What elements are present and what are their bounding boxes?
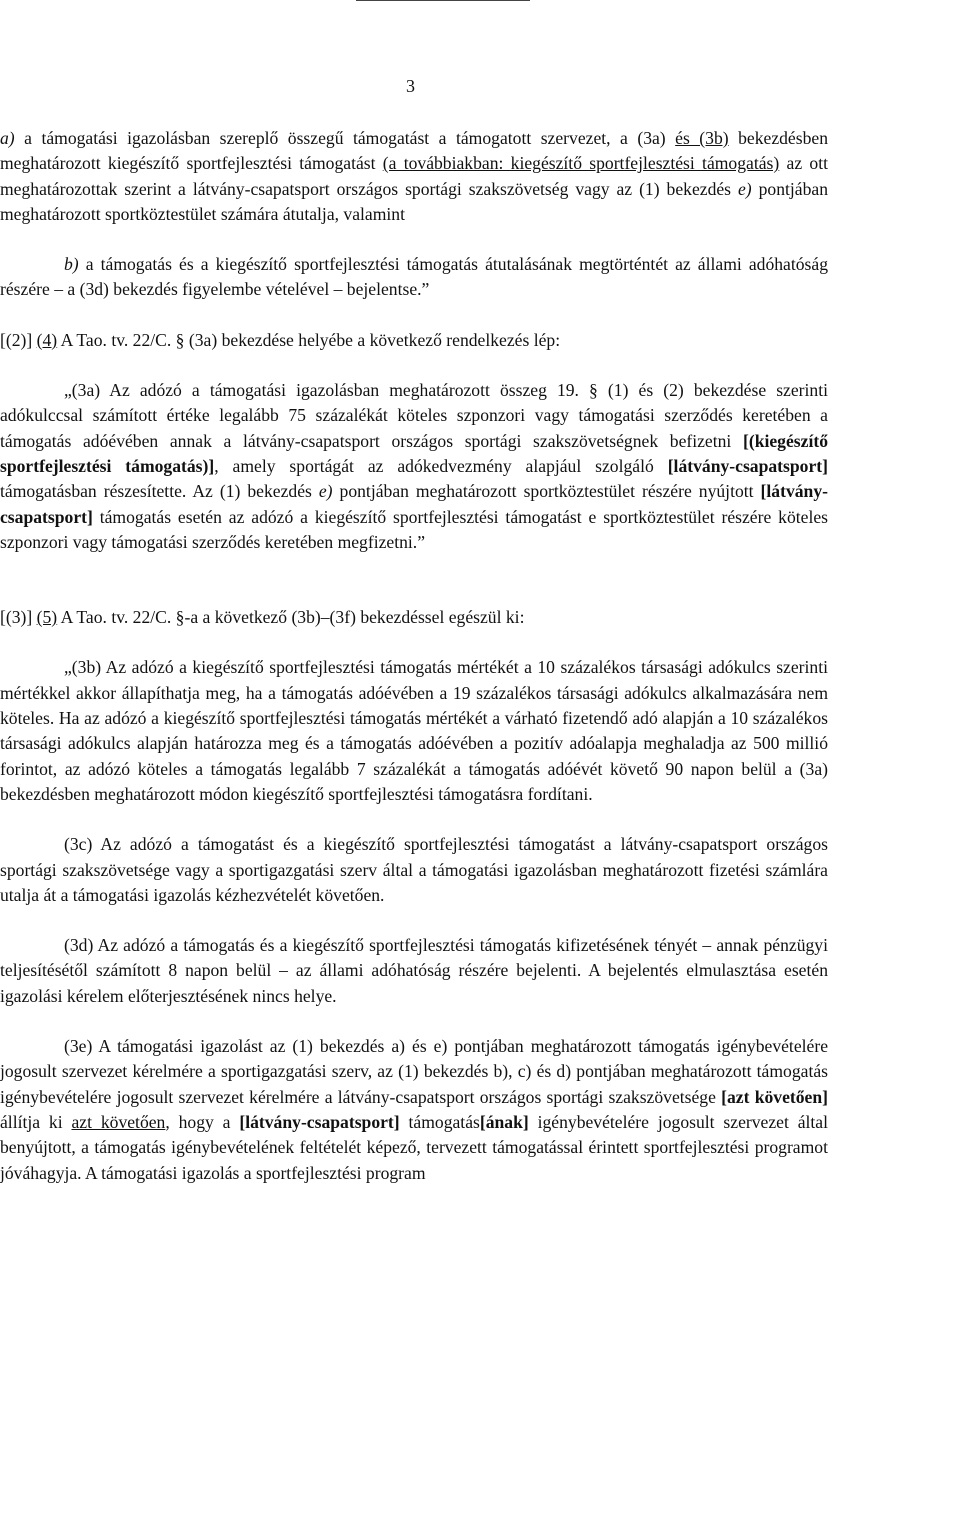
paragraph-b [0, 252, 828, 303]
bold-bracket-text: [látvány-csapatsport] [667, 455, 828, 476]
paragraph-a [0, 126, 828, 227]
amended-text: és (3b) [675, 128, 729, 148]
bold-bracket-text: [látvány-csapatsport] [239, 1111, 400, 1132]
text-run: , amely sportágát az adókedvezmény alapjául szolgáló [214, 455, 668, 476]
paragraph-3c: (3c) Az adózó a támogatást és a kiegészítő sportfejlesztési támogatást a látvány-csapatsport országos sportági szakszövetsége vagy a sportigazgatási szerv által a támogatási igazolásban meghatározott fizetési számlára utalja át a támogatási igazolás kézhezvételét követően. [0, 834, 828, 905]
new-number: (5) [36, 607, 58, 628]
text-run: A Tao. tv. 22/C. §-a a következő (3b)–(3f) bekezdéssel egészül ki: [57, 607, 525, 628]
page-number: 3 [406, 76, 415, 96]
point-label-e: e) [318, 481, 333, 502]
paragraph-3b: „(3b) Az adózó a kiegészítő sportfejlesztési támogatás mértékét a 10 százalékos társasági adókulcs szerinti mértékkel akkor állapíthatja meg, ha a támogatás adóévében a 19 százalékos társasági adókulcs alkalmazására nem köteles. Ha az adózó a kiegészítő sportfejlesztési támogatás mértékét a várható fizetendő adó alapján a 10 százalékos társasági adókulcs alapján határozza meg és a támogatás adóévében a pozitív adóalapja meghaladja az 500 millió forintot, az adózó köteles a támogatás legalább 7 százalékát a támogatás adóévét követő 90 napon belül a (3a) bekezdésben meghatározott módon kiegészítő sportfejlesztési támogatásra fordítani. [0, 657, 828, 804]
paragraph-3e [0, 1034, 828, 1186]
bold-bracket-text: [látvány-csapatsport] [0, 481, 828, 527]
text-run: pontjában meghatározott sportköztestület részére nyújtott [332, 481, 761, 502]
text-run: , hogy a [165, 1111, 240, 1132]
deleted-number: [(2)] [0, 329, 33, 350]
text-run: pontjában meghatározott sportköztestület számára átutalja, valamint [0, 178, 828, 224]
amended-text: (a továbbiakban: kiegészítő sportfejlesztési támogatás) [382, 153, 780, 174]
paragraph-3d: (3d) Az adózó a támogatás és a kiegészítő sportfejlesztési támogatás kifizetésének tényét – annak pénzügyi teljesítésétől számított 8 napon belül – az állami adóhatóság részére bejelenti. A bejelentés elmulasztása esetén igazolási kérelem előterjesztésének nincs helye. [0, 935, 828, 1006]
text-run: igénybevételére jogosult szervezet által benyújtott, a támogatás igénybevételének feltételét képező, tervezett támogatással érintett sportfejlesztési programot jóváhagyja. A támogatási igazolás a sportfejlesztési program [0, 1111, 828, 1183]
point-label-b: b) [64, 254, 79, 275]
section-2-heading [0, 328, 828, 353]
bold-bracket-text: [ának] [479, 1111, 529, 1132]
new-number: (4) [36, 329, 58, 350]
text-run: (3e) A támogatási igazolást az (1) bekezdés a) és e) pontjában meghatározott támogatás igénybevételére jogosult szervezet kérelmére a sportigazgatási szerv, az (1) bekezdés b), c) és d) pontjában meghatározott támogatás igénybevételére jogosult szervezet kérelmére a látvány-csapatsport országos sportági szakszövetsége [0, 1036, 828, 1107]
text-run: az ott meghatározottak szerint a látvány-csapatsport országos sportági szakszövetség vagy az (1) bekezdés [0, 153, 828, 199]
section-3-heading [0, 605, 828, 630]
text-run: a támogatási igazolásban szereplő összegű támogatást a támogatott szervezet, a (3a) [14, 128, 676, 148]
text-run: A Tao. tv. 22/C. § (3a) bekezdése helyébe a következő rendelkezés lép: [57, 329, 561, 350]
bold-bracket-text: [(kiegészítő sportfejlesztési támogatás)] [0, 430, 828, 476]
point-label-a: a) [0, 128, 15, 148]
text-run: támogatás esetén az adózó a kiegészítő sportfejlesztési támogatást e sportköztestület részére köteles szponzori vagy támogatási szerződés keretében megfizetni.” [0, 506, 828, 552]
text-run: a támogatás és a kiegészítő sportfejlesztési támogatás átutalásának megtörténtét az állami adóhatóság részére – a (3d) bekezdés figyelembe vételével – bejelentse.” [0, 254, 828, 300]
bold-bracket-text: [azt követően] [721, 1086, 828, 1107]
point-label-e: e) [737, 178, 752, 199]
text-run: állítja ki [0, 1111, 72, 1132]
text-run: bekezdésben meghatározott kiegészítő sportfejlesztési támogatást [0, 128, 828, 174]
paragraph-3a [0, 378, 828, 555]
document-body [0, 126, 828, 1186]
amended-text: azt követően [71, 1111, 166, 1132]
text-run: támogatás [399, 1111, 480, 1132]
deleted-number: [(3)] [0, 607, 33, 628]
top-rule [356, 0, 530, 1]
text-run: támogatásban részesítette. Az (1) bekezdés [0, 481, 319, 502]
text-run: „(3a) Az adózó a támogatási igazolásban meghatározott összeg 19. § (1) és (2) bekezdése szerinti adókulccsal számított értéke legalább 75 százalékát köteles szponzori vagy támogatási szerződés keretében a támogatás adóévében annak a látvány-csapatsport országos sportági szakszövetségnek befizetni [0, 380, 828, 451]
